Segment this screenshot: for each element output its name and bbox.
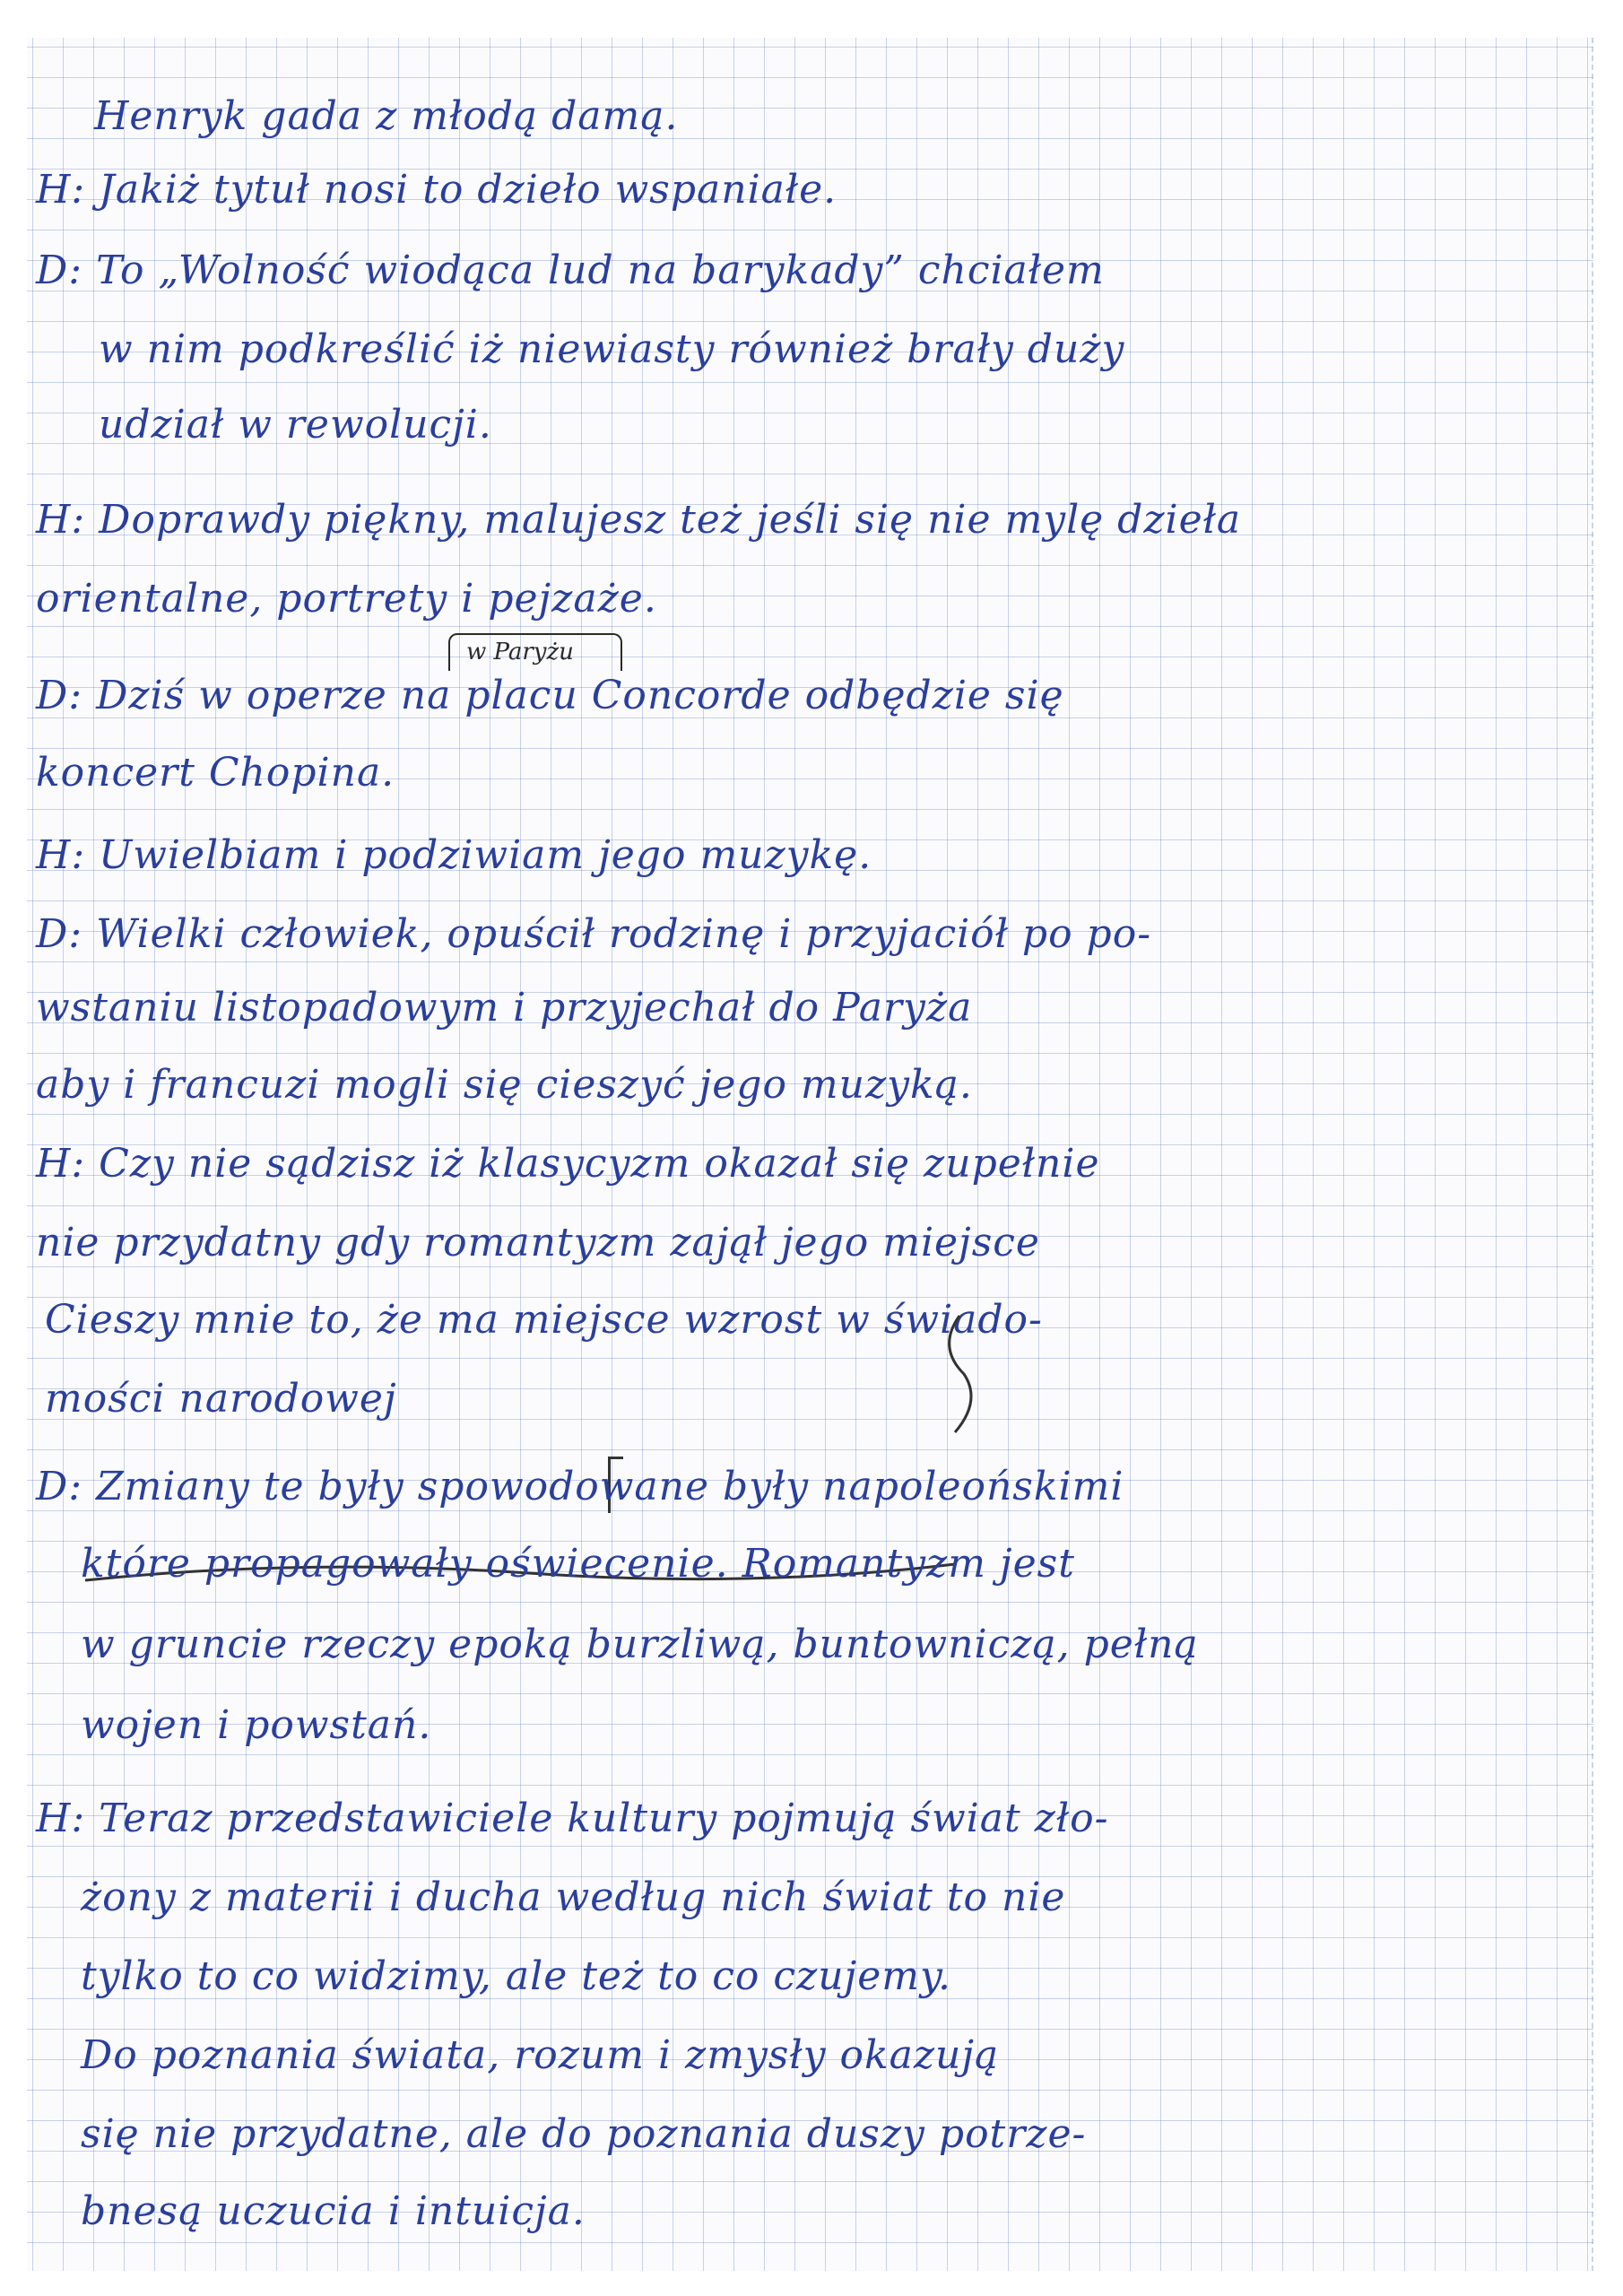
pencil-squiggle [933, 1311, 986, 1437]
text-line: w nim podkreślić iż niewiasty również brały duży [99, 326, 1125, 372]
text-line: Cieszy mnie to, że ma miejsce wzrost w świado- [45, 1297, 1043, 1343]
text-line: wstaniu listopadowym i przyjechał do Paryża [36, 985, 973, 1031]
text-line: tylko to co widzimy, ale też to co czujemy. [81, 1953, 951, 1999]
text-line: orientalne, portrety i pejzaże. [36, 576, 657, 622]
text-line: które propagowały oświecenie. Romantyzm jest [81, 1541, 1075, 1587]
text-line: Henryk gada z młodą damą. [94, 93, 679, 139]
text-line: H: Teraz przedstawiciele kultury pojmują świat zło- [36, 1796, 1109, 1841]
text-line: H: Jakiż tytuł nosi to dzieło wspaniałe. [36, 167, 838, 213]
text-line: udział w rewolucji. [99, 402, 492, 448]
text-line: H: Czy nie sądzisz iż klasycyzm okazał się zupełnie [36, 1141, 1100, 1187]
text-line: mości narodowej [45, 1376, 397, 1422]
notebook-page [27, 38, 1593, 2271]
text-line: H: Doprawdy piękny, malujesz też jeśli się nie mylę dzieła [36, 497, 1242, 543]
text-line: D: Zmiany te były spowodowane były napoleońskimi [36, 1464, 1124, 1509]
text-line: D: To „Wolność wiodąca lud na barykady” chciałem [36, 248, 1105, 293]
text-line: aby i francuzi mogli się cieszyć jego muzyką. [36, 1062, 973, 1108]
insertion-text: w Paryżu [466, 639, 574, 665]
text-line: bnesą uczucia i intuicja. [81, 2188, 586, 2234]
text-line: nie przydatny gdy romantyzm zajął jego miejsce [36, 1220, 1040, 1265]
text-line: żony z materii i ducha według nich świat to nie [81, 1874, 1066, 1920]
text-line: się nie przydatne, ale do poznania duszy potrze- [81, 2111, 1087, 2157]
text-line: D: Dziś w operze na placu Concorde odbędzie się [36, 673, 1064, 718]
text-line: koncert Chopina. [36, 750, 395, 796]
text-line: wojen i powstań. [81, 1702, 432, 1748]
text-line: D: Wielki człowiek, opuścił rodzinę i przyjaciół po po- [36, 911, 1152, 957]
text-line: H: Uwielbiam i podziwiam jego muzykę. [36, 832, 872, 878]
text-line: w gruncie rzeczy epoką burzliwą, buntowniczą, pełną [81, 1622, 1199, 1667]
text-line: Do poznania świata, rozum i zmysły okazują [81, 2032, 1000, 2078]
